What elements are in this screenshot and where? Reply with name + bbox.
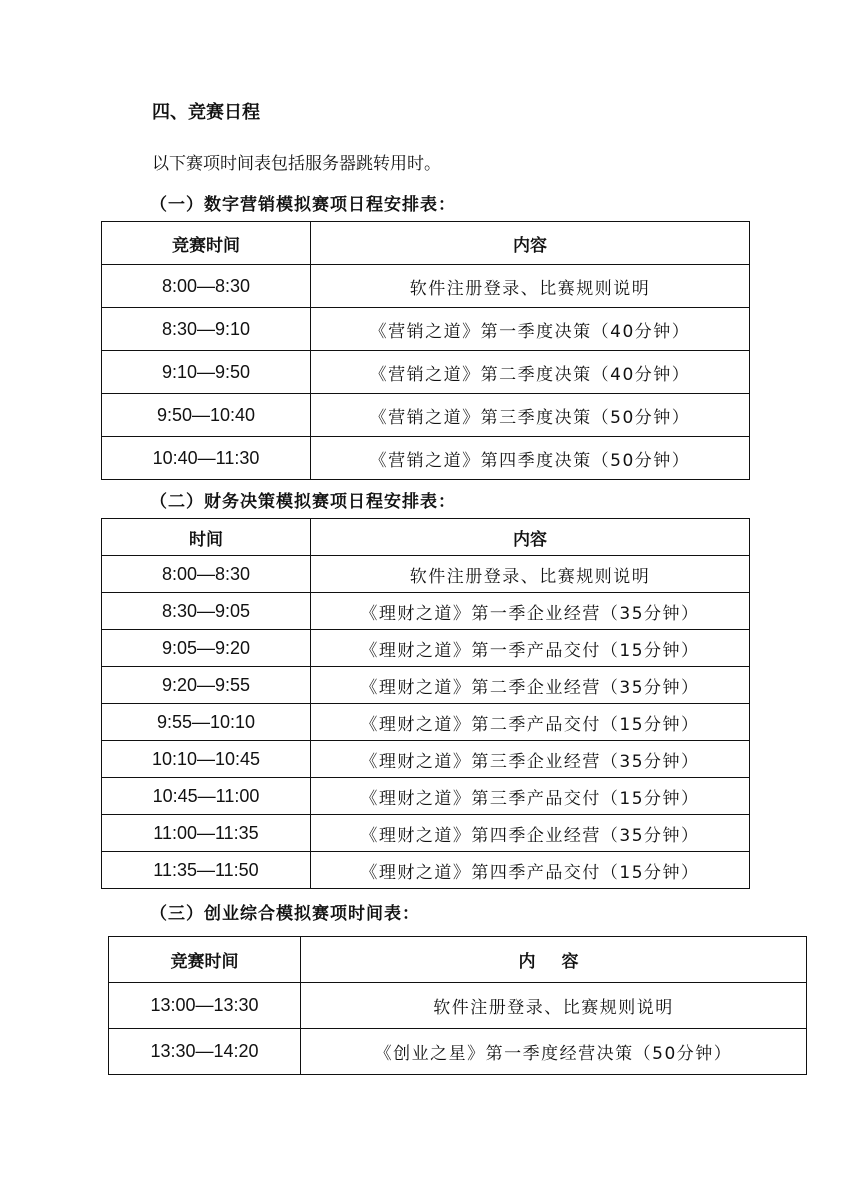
content-cell: 《理财之道》第四季产品交付（15分钟） — [311, 852, 750, 889]
table-row — [102, 852, 750, 889]
content-cell: 《营销之道》第四季度决策（50分钟） — [311, 437, 750, 480]
time-cell: 8:30—9:10 — [102, 308, 311, 351]
content-cell: 《理财之道》第一季企业经营（35分钟） — [311, 593, 750, 630]
table-row — [102, 593, 750, 630]
schedule-title-startup: （三）创业综合模拟赛项时间表： — [150, 904, 420, 924]
time-cell: 9:10—9:50 — [102, 351, 311, 394]
content-cell: 《理财之道》第四季企业经营（35分钟） — [311, 815, 750, 852]
column-header-content: 内容 — [311, 222, 750, 265]
content-cell: 《理财之道》第三季产品交付（15分钟） — [311, 778, 750, 815]
table-row — [102, 394, 750, 437]
table-row — [102, 265, 750, 308]
table-row — [102, 704, 750, 741]
time-cell: 8:00—8:30 — [102, 556, 311, 593]
intro-text: 以下赛项时间表包括服务器跳转用时。 — [152, 154, 441, 174]
column-header-content: 内 容 — [301, 937, 807, 983]
column-header-time: 时间 — [102, 519, 311, 556]
table-header-row — [102, 519, 750, 556]
schedule-title-finance: （二）财务决策模拟赛项日程安排表： — [150, 492, 456, 512]
time-cell: 9:55—10:10 — [102, 704, 311, 741]
content-cell: 软件注册登录、比赛规则说明 — [311, 265, 750, 308]
schedule-title-marketing: （一）数字营销模拟赛项日程安排表： — [150, 195, 456, 215]
time-cell: 10:45—11:00 — [102, 778, 311, 815]
content-cell: 《营销之道》第三季度决策（50分钟） — [311, 394, 750, 437]
column-header-time: 竞赛时间 — [102, 222, 311, 265]
schedule-table-marketing — [101, 221, 750, 480]
time-cell: 8:00—8:30 — [102, 265, 311, 308]
content-cell: 软件注册登录、比赛规则说明 — [311, 556, 750, 593]
time-cell: 9:05—9:20 — [102, 630, 311, 667]
table-row — [102, 815, 750, 852]
schedule-table-startup — [108, 936, 807, 1075]
table-row — [102, 630, 750, 667]
time-cell: 9:20—9:55 — [102, 667, 311, 704]
section-heading: 四、竞赛日程 — [152, 102, 260, 123]
table-row — [102, 556, 750, 593]
table-row — [102, 778, 750, 815]
schedule-table-finance — [101, 518, 750, 889]
table-row — [102, 437, 750, 480]
table-row — [109, 983, 807, 1029]
time-cell: 11:00—11:35 — [102, 815, 311, 852]
content-cell: 《理财之道》第二季企业经营（35分钟） — [311, 667, 750, 704]
table-row — [102, 351, 750, 394]
table-row — [102, 308, 750, 351]
time-cell: 8:30—9:05 — [102, 593, 311, 630]
content-cell: 《营销之道》第二季度决策（40分钟） — [311, 351, 750, 394]
content-cell: 《营销之道》第一季度决策（40分钟） — [311, 308, 750, 351]
table-row — [109, 1029, 807, 1075]
table-header-row — [102, 222, 750, 265]
table-header-row — [109, 937, 807, 983]
time-cell: 13:30—14:20 — [109, 1029, 301, 1075]
column-header-content: 内容 — [311, 519, 750, 556]
content-cell: 软件注册登录、比赛规则说明 — [301, 983, 807, 1029]
table-row — [102, 741, 750, 778]
time-cell: 11:35—11:50 — [102, 852, 311, 889]
time-cell: 9:50—10:40 — [102, 394, 311, 437]
time-cell: 10:10—10:45 — [102, 741, 311, 778]
content-cell: 《理财之道》第一季产品交付（15分钟） — [311, 630, 750, 667]
time-cell: 10:40—11:30 — [102, 437, 311, 480]
column-header-time: 竞赛时间 — [109, 937, 301, 983]
table-row — [102, 667, 750, 704]
content-cell: 《理财之道》第二季产品交付（15分钟） — [311, 704, 750, 741]
content-cell: 《创业之星》第一季度经营决策（50分钟） — [301, 1029, 807, 1075]
time-cell: 13:00—13:30 — [109, 983, 301, 1029]
content-cell: 《理财之道》第三季企业经营（35分钟） — [311, 741, 750, 778]
